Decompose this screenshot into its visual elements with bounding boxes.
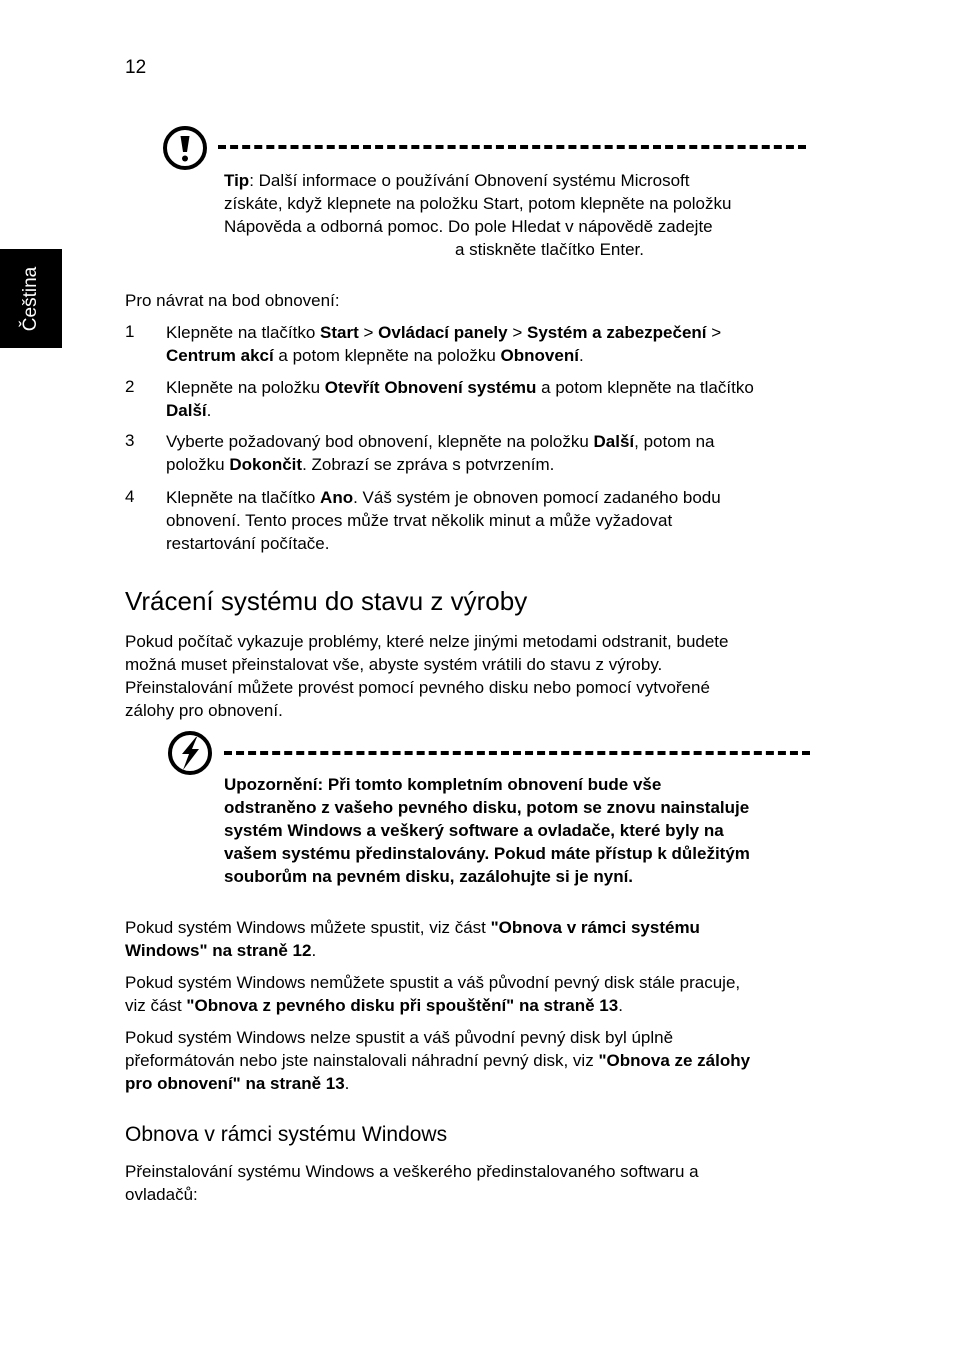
next-term: Další bbox=[166, 401, 207, 420]
next-term: Další bbox=[593, 432, 635, 451]
section-paragraph bbox=[125, 630, 825, 722]
warning-line: odstraněno z vašeho pevného disku, potom se znovu nainstaluje bbox=[224, 798, 750, 817]
paragraph-text: . bbox=[344, 1074, 350, 1093]
step-number: 1 bbox=[125, 322, 135, 341]
step-text bbox=[166, 486, 816, 555]
paragraph-text: Pokud systém Windows nelze spustit a váš původní pevný disk byl úplně bbox=[125, 1028, 674, 1047]
step-text-part: obnovení. Tento proces může trvat několik minut a může vyžadovat bbox=[166, 511, 673, 530]
cross-reference: "Obnova z pevného disku při spouštění" na straně 13 bbox=[186, 996, 619, 1015]
system-security-term: Systém a zabezpečení bbox=[526, 323, 707, 342]
paragraph-line: zálohy pro obnovení. bbox=[125, 701, 283, 720]
step-text-part: . bbox=[206, 401, 212, 420]
warning-line: systém Windows a veškerý software a ovladače, které byly na bbox=[224, 821, 724, 840]
warning-divider bbox=[224, 751, 810, 755]
separator: > bbox=[358, 323, 379, 342]
tip-note bbox=[224, 169, 804, 261]
paragraph-line: Přeinstalování systému Windows a veškerého předinstalovaného softwaru a bbox=[125, 1162, 699, 1181]
paragraph-text: přeformátován nebo jste nainstalovali náhradní pevný disk, viz bbox=[125, 1051, 599, 1070]
page-number: 12 bbox=[125, 57, 147, 78]
step-text-part: položku bbox=[166, 455, 230, 474]
tip-line-3: Nápověda a odborná pomoc. Do pole Hledat v nápovědě zadejte bbox=[224, 217, 713, 236]
open-system-restore-term: Otevřít Obnovení systému bbox=[324, 378, 537, 397]
step-text-part: . bbox=[578, 346, 584, 365]
finish-term: Dokončit bbox=[229, 455, 303, 474]
cross-reference: pro obnovení" na straně 13 bbox=[125, 1074, 345, 1093]
step-text-part: Klepněte na tlačítko bbox=[166, 488, 321, 507]
step-text-part: . Zobrazí se zpráva s potvrzením. bbox=[302, 455, 555, 474]
control-panel-term: Ovládací panely bbox=[378, 323, 508, 342]
paragraph-text: Pokud systém Windows nemůžete spustit a váš původní pevný disk stále pracuje, bbox=[125, 973, 741, 992]
step-text-part: Klepněte na položku bbox=[166, 378, 325, 397]
paragraph-line: možná muset přeinstalovat vše, abyste systém vrátili do stavu z výroby. bbox=[125, 655, 663, 674]
yes-term: Ano bbox=[320, 488, 354, 507]
cross-reference: "Obnova ze zálohy bbox=[598, 1051, 751, 1070]
step-text bbox=[166, 321, 816, 367]
cross-reference: Windows" na straně 12 bbox=[125, 941, 312, 960]
start-term: Start bbox=[320, 323, 359, 342]
warning-note bbox=[224, 773, 804, 888]
step-number: 4 bbox=[125, 487, 135, 506]
paragraph-line: Pokud počítač vykazuje problémy, které nelze jinými metodami odstranit, budete bbox=[125, 632, 729, 651]
step-text-part: , potom na bbox=[634, 432, 715, 451]
step-text bbox=[166, 376, 816, 422]
tip-line-1: : Další informace o používání Obnovení systému Microsoft bbox=[249, 171, 690, 190]
paragraph-disk-replaced bbox=[125, 1026, 825, 1095]
step-text-part: a potom klepněte na položku bbox=[273, 346, 501, 365]
separator: > bbox=[507, 323, 527, 342]
cross-reference: "Obnova v rámci systému bbox=[490, 918, 700, 937]
paragraph-text: . bbox=[311, 941, 317, 960]
step-text-part: Klepněte na tlačítko bbox=[166, 323, 321, 342]
paragraph-text: viz část bbox=[125, 996, 187, 1015]
separator: > bbox=[706, 323, 722, 342]
warning-line: Upozornění: Při tomto kompletním obnovení bude vše bbox=[224, 775, 662, 794]
step-text-part: Vyberte požadovaný bod obnovení, klepněte na položku bbox=[166, 432, 594, 451]
paragraph-text: . bbox=[618, 996, 623, 1015]
warning-lightning-icon bbox=[167, 730, 213, 776]
tip-line-4: a stiskněte tlačítko Enter. bbox=[455, 240, 644, 259]
language-tab-label: Čeština bbox=[20, 266, 41, 332]
tip-label: Tip bbox=[224, 171, 250, 190]
step-text-part: restartování počítače. bbox=[166, 534, 330, 553]
paragraph-text: Pokud systém Windows můžete spustit, viz část bbox=[125, 918, 491, 937]
step-number: 2 bbox=[125, 377, 135, 396]
exclamation-icon bbox=[162, 125, 208, 171]
recovery-term: Obnovení bbox=[500, 346, 579, 365]
step-text-part: . Váš systém je obnoven pomocí zadaného bodu bbox=[353, 488, 721, 507]
paragraph-line: Přeinstalování můžete provést pomocí pevného disku nebo pomocí vytvořené bbox=[125, 678, 710, 697]
step-number: 3 bbox=[125, 431, 135, 450]
step-text-part: a potom klepněte na tlačítko bbox=[536, 378, 754, 397]
intro-text: Pro návrat na bod obnovení: bbox=[125, 291, 340, 310]
subsection-paragraph bbox=[125, 1160, 825, 1206]
paragraph-disk-working bbox=[125, 971, 825, 1017]
action-center-term: Centrum akcí bbox=[166, 346, 274, 365]
tip-line-2: získáte, když klepnete na položku Start, potom klepněte na položku bbox=[224, 194, 732, 213]
paragraph-windows-bootable bbox=[125, 916, 825, 962]
paragraph-line: ovladačů: bbox=[125, 1185, 198, 1204]
step-text bbox=[166, 430, 816, 476]
section-heading: Vrácení systému do stavu z výroby bbox=[125, 586, 528, 616]
subsection-heading: Obnova v rámci systému Windows bbox=[125, 1123, 448, 1146]
warning-line: souborům na pevném disku, zazálohujte si je nyní. bbox=[224, 867, 634, 886]
tip-divider bbox=[218, 145, 806, 149]
language-tab bbox=[0, 249, 62, 348]
warning-line: vašem systému předinstalovány. Pokud máte přístup k důležitým bbox=[224, 844, 750, 863]
